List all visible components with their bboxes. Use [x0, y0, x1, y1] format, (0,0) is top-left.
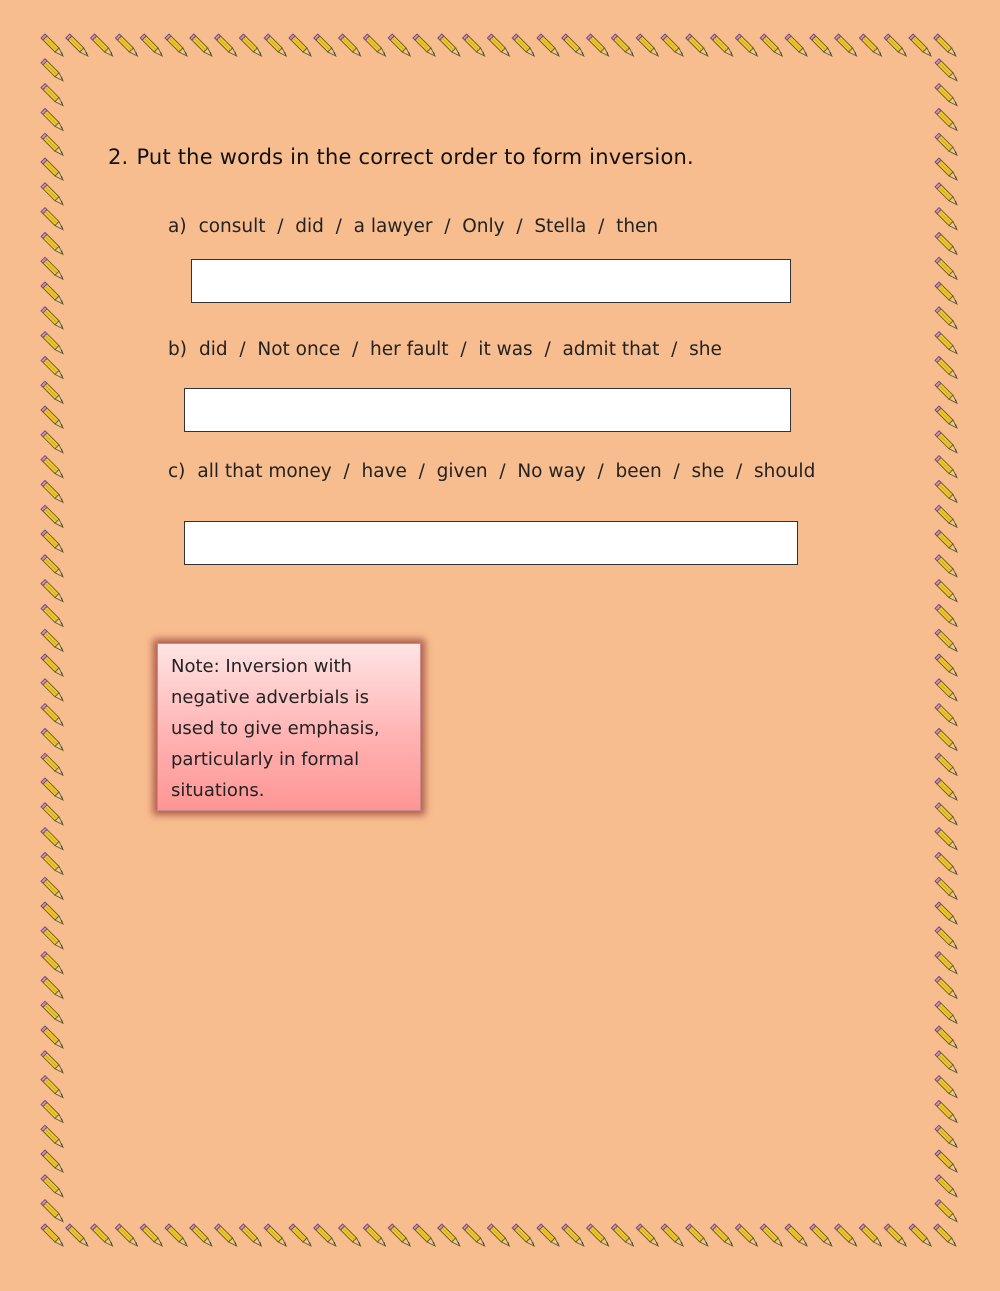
pencil-icon	[835, 34, 857, 56]
pencil-icon	[289, 1224, 311, 1246]
pencil-icon	[140, 34, 162, 56]
pencil-icon	[711, 34, 733, 56]
pencil-icon	[909, 34, 931, 56]
item-a-prompt	[168, 216, 658, 237]
pencil-icon	[661, 34, 683, 56]
pencil-icon	[512, 1224, 534, 1246]
pencil-icon	[264, 1224, 286, 1246]
pencil-icon	[41, 976, 63, 998]
pencil-icon	[835, 1224, 857, 1246]
pencil-icon	[41, 431, 63, 453]
pencil-icon	[413, 1224, 435, 1246]
pencil-icon	[41, 828, 63, 850]
pencil-icon	[314, 1224, 336, 1246]
pencil-icon	[935, 927, 957, 949]
item-c-prompt	[168, 461, 815, 482]
pencil-icon	[810, 34, 832, 56]
pencil-icon	[463, 34, 485, 56]
pencil-icon	[41, 232, 63, 254]
pencil-icon	[935, 456, 957, 478]
pencil-icon	[41, 704, 63, 726]
pencil-icon	[934, 1224, 956, 1246]
pencil-icon	[463, 1224, 485, 1246]
pencil-icon	[41, 1026, 63, 1048]
pencil-icon	[686, 1224, 708, 1246]
pencil-icon	[41, 1076, 63, 1098]
pencil-icon	[41, 1100, 63, 1122]
pencil-icon	[41, 778, 63, 800]
pencil-icon	[41, 183, 63, 205]
pencil-icon	[611, 1224, 633, 1246]
pencil-icon	[41, 108, 63, 130]
pencil-icon	[41, 208, 63, 230]
pencil-icon	[41, 1150, 63, 1172]
pencil-icon	[587, 1224, 609, 1246]
pencil-icon	[935, 356, 957, 378]
pencil-icon	[636, 1224, 658, 1246]
item-b-words: did / Not once / her fault / it was / admit that / she	[198, 339, 722, 360]
pencil-icon	[935, 828, 957, 850]
pencil-icon	[115, 1224, 137, 1246]
pencil-icon	[760, 1224, 782, 1246]
pencil-icon	[289, 34, 311, 56]
pencil-icon	[935, 1026, 957, 1048]
pencil-icon	[41, 753, 63, 775]
pencil-icon	[41, 530, 63, 552]
pencil-icon	[884, 34, 906, 56]
pencil-icon	[935, 877, 957, 899]
pencil-icon	[935, 406, 957, 428]
pencil-icon	[935, 728, 957, 750]
pencil-icon	[562, 1224, 584, 1246]
pencil-icon	[935, 530, 957, 552]
pencil-icon	[41, 927, 63, 949]
pencil-icon	[935, 1150, 957, 1172]
pencil-icon	[537, 1224, 559, 1246]
pencil-icon	[935, 307, 957, 329]
pencil-icon	[935, 952, 957, 974]
pencil-icon	[735, 34, 757, 56]
pencil-icon	[413, 34, 435, 56]
pencil-icon	[41, 629, 63, 651]
pencil-icon	[339, 34, 361, 56]
item-c-letter: c)	[168, 461, 186, 482]
pencil-icon	[636, 34, 658, 56]
pencil-icon	[41, 332, 63, 354]
pencil-icon	[935, 257, 957, 279]
pencil-icon	[41, 133, 63, 155]
pencil-icon	[388, 34, 410, 56]
pencil-icon	[41, 952, 63, 974]
pencil-icon	[140, 1224, 162, 1246]
pencil-icon	[66, 34, 88, 56]
pencil-icon	[935, 84, 957, 106]
pencil-icon	[314, 34, 336, 56]
pencil-icon	[363, 34, 385, 56]
pencil-icon	[41, 654, 63, 676]
note-text: Note: Inversion with negative adverbials is used to give emphasis, particularly in formal situations.	[171, 656, 380, 801]
item-a-letter: a)	[168, 216, 187, 237]
pencil-icon	[935, 1076, 957, 1098]
pencil-icon	[935, 158, 957, 180]
pencil-icon	[41, 406, 63, 428]
pencil-icon	[41, 1125, 63, 1147]
pencil-icon	[935, 803, 957, 825]
pencil-icon	[935, 1001, 957, 1023]
pencil-icon	[487, 1224, 509, 1246]
pencil-icon	[239, 1224, 261, 1246]
pencil-icon	[115, 34, 137, 56]
pencil-icon	[760, 34, 782, 56]
pencil-icon	[935, 555, 957, 577]
pencil-icon	[41, 307, 63, 329]
pencil-icon	[215, 34, 237, 56]
item-b-letter: b)	[168, 339, 187, 360]
exercise-heading	[108, 145, 694, 169]
pencil-icon	[935, 629, 957, 651]
pencil-icon	[884, 1224, 906, 1246]
pencil-icon	[41, 555, 63, 577]
pencil-icon	[785, 34, 807, 56]
pencil-icon	[935, 1125, 957, 1147]
pencil-icon	[190, 1224, 212, 1246]
pencil-icon	[165, 34, 187, 56]
pencil-icon	[935, 753, 957, 775]
pencil-icon	[935, 59, 957, 81]
pencil-icon	[935, 976, 957, 998]
item-c-words: all that money / have / given / No way / been / she / should	[197, 461, 816, 482]
pencil-icon	[41, 456, 63, 478]
pencil-icon	[512, 34, 534, 56]
pencil-icon	[935, 183, 957, 205]
pencil-icon	[41, 1200, 63, 1222]
pencil-icon	[41, 480, 63, 502]
pencil-icon	[935, 852, 957, 874]
pencil-icon	[935, 1100, 957, 1122]
pencil-icon	[41, 803, 63, 825]
pencil-icon	[935, 1175, 957, 1197]
pencil-icon	[66, 1224, 88, 1246]
pencil-icon	[537, 34, 559, 56]
pencil-icon	[41, 728, 63, 750]
pencil-icon	[41, 505, 63, 527]
pencil-icon	[41, 257, 63, 279]
pencil-icon	[190, 34, 212, 56]
pencil-icon	[934, 34, 956, 56]
pencil-icon	[215, 1224, 237, 1246]
pencil-icon	[41, 1224, 63, 1246]
pencil-icon	[41, 852, 63, 874]
pencil-icon	[785, 1224, 807, 1246]
pencil-icon	[935, 704, 957, 726]
pencil-icon	[41, 381, 63, 403]
pencil-icon	[41, 1175, 63, 1197]
pencil-icon	[91, 1224, 113, 1246]
pencil-icon	[339, 1224, 361, 1246]
pencil-icon	[41, 604, 63, 626]
pencil-icon	[935, 1200, 957, 1222]
pencil-icon	[41, 356, 63, 378]
pencil-icon	[388, 1224, 410, 1246]
pencil-icon	[587, 34, 609, 56]
pencil-icon	[935, 232, 957, 254]
pencil-icon	[935, 604, 957, 626]
item-b-prompt	[168, 339, 722, 360]
pencil-icon	[935, 679, 957, 701]
pencil-icon	[935, 580, 957, 602]
item-a-words: consult / did / a lawyer / Only / Stella / then	[198, 216, 659, 237]
pencil-icon	[41, 34, 63, 56]
exercise-number: 2.	[108, 145, 129, 169]
pencil-icon	[41, 679, 63, 701]
pencil-icon	[935, 133, 957, 155]
pencil-icon	[935, 902, 957, 924]
pencil-icon	[935, 431, 957, 453]
pencil-icon	[41, 1051, 63, 1073]
pencil-icon	[935, 778, 957, 800]
pencil-icon	[935, 332, 957, 354]
pencil-icon	[935, 480, 957, 502]
pencil-icon	[935, 654, 957, 676]
item-a-answer-input[interactable]	[191, 259, 791, 303]
pencil-icon	[41, 580, 63, 602]
pencil-icon	[41, 84, 63, 106]
pencil-icon	[735, 1224, 757, 1246]
pencil-icon	[41, 877, 63, 899]
pencil-icon	[239, 34, 261, 56]
pencil-icon	[91, 34, 113, 56]
pencil-icon	[611, 34, 633, 56]
pencil-icon	[41, 1001, 63, 1023]
pencil-icon	[363, 1224, 385, 1246]
pencil-icon	[686, 34, 708, 56]
pencil-icon	[41, 902, 63, 924]
pencil-icon	[165, 1224, 187, 1246]
pencil-icon	[935, 282, 957, 304]
pencil-icon	[41, 282, 63, 304]
pencil-icon	[935, 381, 957, 403]
pencil-icon	[438, 1224, 460, 1246]
note-box	[157, 643, 421, 811]
pencil-icon	[562, 34, 584, 56]
pencil-icon	[935, 208, 957, 230]
pencil-icon	[661, 1224, 683, 1246]
item-c-answer-input[interactable]	[184, 521, 798, 565]
pencil-icon	[41, 158, 63, 180]
pencil-icon	[859, 34, 881, 56]
exercise-instruction: Put the words in the correct order to form inversion.	[136, 145, 694, 169]
pencil-icon	[487, 34, 509, 56]
pencil-icon	[810, 1224, 832, 1246]
pencil-icon	[935, 1051, 957, 1073]
pencil-icon	[859, 1224, 881, 1246]
pencil-icon	[438, 34, 460, 56]
pencil-icon	[909, 1224, 931, 1246]
pencil-icon	[711, 1224, 733, 1246]
pencil-icon	[935, 108, 957, 130]
pencil-icon	[264, 34, 286, 56]
pencil-icon	[41, 59, 63, 81]
item-b-answer-input[interactable]	[184, 388, 791, 432]
pencil-icon	[935, 505, 957, 527]
